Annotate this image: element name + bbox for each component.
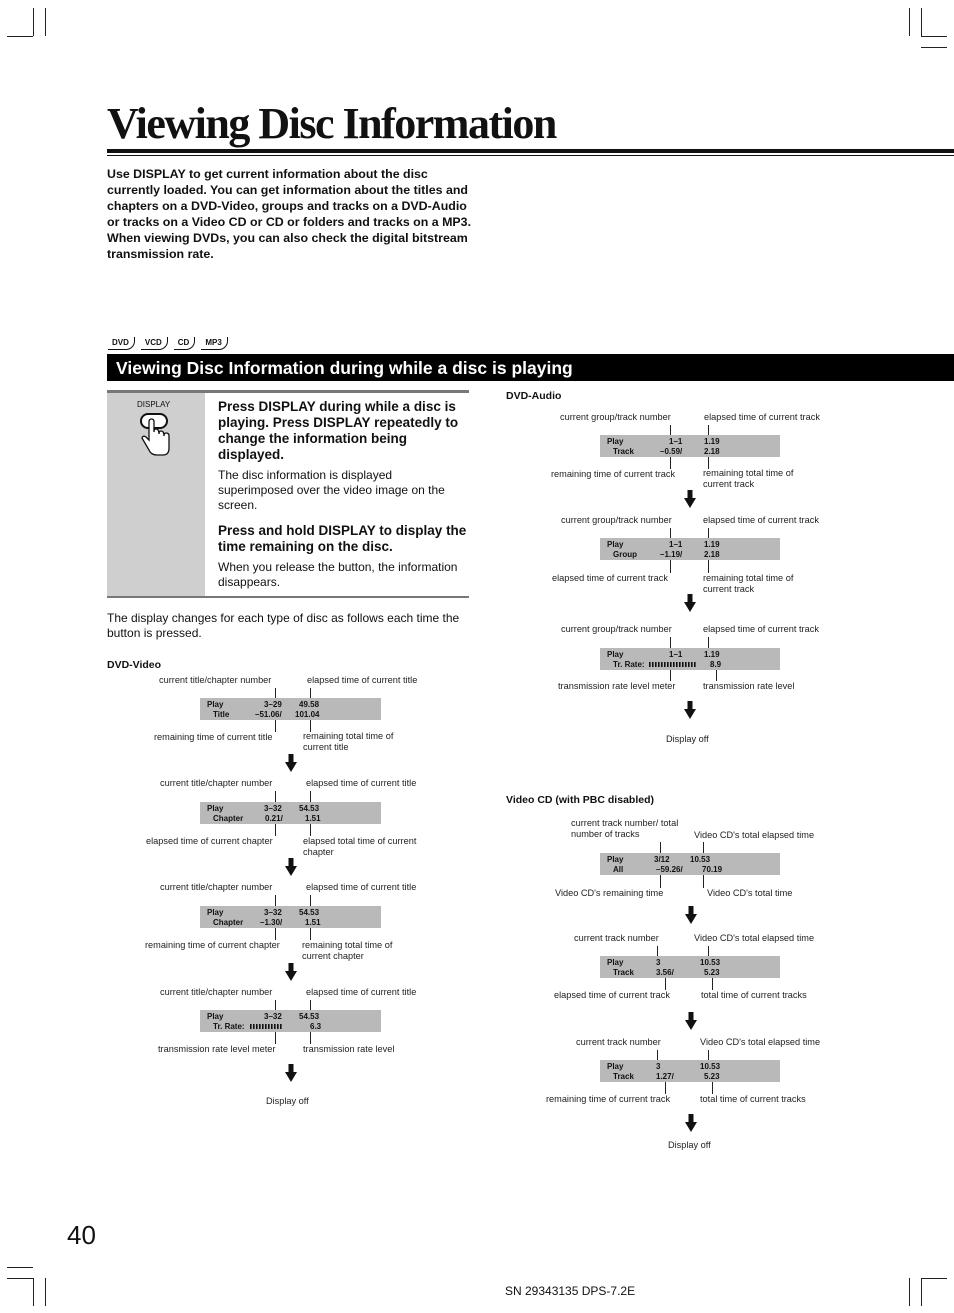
leader-line xyxy=(310,928,311,940)
osd-text: 1–1 xyxy=(669,437,683,446)
crop-mark xyxy=(7,1278,33,1279)
leader-line xyxy=(275,1000,276,1010)
osd-text: –59.26/ xyxy=(656,865,683,874)
note-text: The display changes for each type of disc as follows each time the button is pressed. xyxy=(107,611,460,640)
crop-mark xyxy=(33,8,34,36)
osd-text: 10.53 xyxy=(700,1062,721,1071)
osd-text: Group xyxy=(613,550,637,559)
page-title: Viewing Disc Information xyxy=(107,99,556,148)
label: current track number/ total number of tracks xyxy=(571,818,679,839)
osd-text: Chapter xyxy=(213,814,244,823)
osd-text: 2.18 xyxy=(704,447,720,456)
osd-screen xyxy=(600,648,780,670)
crop-mark xyxy=(45,8,46,36)
leader-line xyxy=(275,895,276,906)
down-arrow-icon xyxy=(285,1064,297,1082)
crop-mark xyxy=(909,1278,910,1306)
osd-text: Play xyxy=(607,437,624,446)
leader-line xyxy=(660,842,661,853)
leader-line xyxy=(275,1032,276,1044)
label: elapsed time of current title xyxy=(306,778,417,788)
display-off-label: Display off xyxy=(666,734,709,744)
osd-text: 1–1 xyxy=(669,650,683,659)
intro-text: Use DISPLAY to get current information about the disc currently loaded. You can get information about the titles and chapters on a DVD-Video, groups and tracks on a DVD-Audio or tracks on a Video CD or CD or folders and tracks on a MP3. When viewing DVDs, you can also check the digital bitstream transmission rate. xyxy=(107,167,472,261)
osd-text: Track xyxy=(613,1072,634,1081)
label: remaining time of current chapter xyxy=(145,940,280,950)
osd-text: Track xyxy=(613,447,634,456)
osd-text: 0.21/ xyxy=(265,814,283,823)
label: transmission rate level xyxy=(303,1044,395,1054)
rate-meter-icon xyxy=(250,1023,282,1030)
label: remaining time of current title xyxy=(154,732,273,742)
leader-line xyxy=(708,1050,709,1060)
leader-line xyxy=(708,946,709,956)
dvd-audio-heading: DVD-Audio xyxy=(506,390,562,402)
osd-text: 1.51 xyxy=(305,918,321,927)
osd-text: 49.58 xyxy=(299,700,320,709)
down-arrow-icon xyxy=(685,1012,697,1030)
osd-screen xyxy=(200,906,381,928)
crop-mark xyxy=(7,36,33,37)
osd-text: All xyxy=(613,865,624,874)
label: transmission rate level meter xyxy=(158,1044,276,1054)
badge-dvd: DVD xyxy=(108,337,135,350)
label: current title/chapter number xyxy=(159,675,272,685)
leader-line xyxy=(703,875,704,888)
osd-screen xyxy=(600,435,780,457)
osd-text: Track xyxy=(613,968,634,977)
down-arrow-icon xyxy=(685,906,697,924)
osd-text: 3–32 xyxy=(264,908,282,917)
badge-vcd: VCD xyxy=(141,337,168,350)
leader-line xyxy=(657,946,658,956)
instruction-sidebar xyxy=(107,393,205,596)
osd-text: 8.9 xyxy=(710,660,722,669)
crop-mark xyxy=(909,8,910,36)
label: transmission rate level meter xyxy=(558,681,676,691)
step2-heading: Press and hold DISPLAY to display the time remaining on the disc. xyxy=(218,523,467,554)
leader-line xyxy=(708,425,709,435)
osd-text: Chapter xyxy=(213,918,244,927)
label: Video CD's total time xyxy=(707,888,793,898)
down-arrow-icon xyxy=(285,858,297,876)
badge-mp3: MP3 xyxy=(201,337,227,350)
leader-line xyxy=(275,791,276,802)
osd-text: 3–29 xyxy=(264,700,282,709)
label: elapsed total time of current chapter xyxy=(303,836,417,857)
label: elapsed time of current title xyxy=(306,882,417,892)
leader-line xyxy=(670,528,671,538)
label: remaining total time of current track xyxy=(703,573,794,594)
osd-text: –51.06/ xyxy=(255,710,282,719)
leader-line xyxy=(703,842,704,853)
osd-text: Title xyxy=(213,710,230,719)
label: elapsed time of current chapter xyxy=(146,836,273,846)
label: transmission rate level xyxy=(703,681,795,691)
title-rule xyxy=(107,149,954,153)
osd-screen xyxy=(600,1060,780,1082)
osd-screen xyxy=(600,956,780,978)
leader-line xyxy=(310,791,311,802)
leader-line xyxy=(712,978,713,990)
instruction-text xyxy=(218,399,468,590)
osd-text: 1.27/ xyxy=(656,1072,674,1081)
leader-line xyxy=(310,1000,311,1010)
crop-mark xyxy=(7,1267,33,1268)
label: current title/chapter number xyxy=(160,987,273,997)
crop-mark xyxy=(45,1278,46,1306)
down-arrow-icon xyxy=(685,1114,697,1132)
osd-text: 5.23 xyxy=(704,968,720,977)
instruction-box xyxy=(107,390,469,598)
page-number: 40 xyxy=(67,1220,96,1250)
leader-line xyxy=(670,425,671,435)
osd-text: 54.53 xyxy=(299,804,320,813)
label: elapsed time of current title xyxy=(307,675,418,685)
osd-text: 101.04 xyxy=(295,710,320,719)
osd-text: –1.30/ xyxy=(260,918,283,927)
osd-text: 3–32 xyxy=(264,1012,282,1021)
rate-meter xyxy=(649,660,696,669)
display-button-label: DISPLAY xyxy=(137,400,171,409)
down-arrow-icon xyxy=(684,701,696,719)
osd-text: 2.18 xyxy=(704,550,720,559)
label: Video CD's total elapsed time xyxy=(694,933,815,943)
osd-text: 3–32 xyxy=(264,804,282,813)
rate-meter xyxy=(250,1022,282,1031)
leader-line xyxy=(665,978,666,990)
osd-text: 1.19 xyxy=(704,650,720,659)
label: elapsed time of current track xyxy=(704,412,820,422)
leader-line xyxy=(310,1032,311,1044)
osd-text: 1.19 xyxy=(704,540,720,549)
label: remaining time of current track xyxy=(546,1094,671,1104)
step1-text: The disc information is displayed superimposed over the video image on the screen. xyxy=(218,468,445,512)
label: elapsed time of current track xyxy=(552,573,668,583)
label: Video CD's total elapsed time xyxy=(694,830,815,840)
leader-line xyxy=(275,688,276,698)
label: total time of current tracks xyxy=(701,990,807,1000)
osd-screen xyxy=(200,698,381,720)
leader-line xyxy=(708,637,709,648)
crop-mark xyxy=(921,36,947,37)
crop-mark xyxy=(921,47,947,48)
leader-line xyxy=(275,824,276,836)
down-arrow-icon xyxy=(285,754,297,772)
leader-line xyxy=(310,688,311,698)
osd-text: Tr. Rate: xyxy=(213,1022,245,1031)
osd-text: Play xyxy=(207,1012,224,1021)
label: current track number xyxy=(574,933,659,943)
leader-line xyxy=(670,637,671,648)
label: current group/track number xyxy=(560,412,671,422)
disc-type-badges xyxy=(108,337,228,350)
label: elapsed time of current track xyxy=(554,990,670,1000)
osd-text: 5.23 xyxy=(704,1072,720,1081)
label: total time of current tracks xyxy=(700,1094,806,1104)
osd-screen xyxy=(200,802,381,824)
label: remaining total time of current title xyxy=(303,731,394,752)
section-title: Viewing Disc Information during while a disc is playing xyxy=(107,354,954,381)
label: remaining total time of current track xyxy=(703,468,794,489)
leader-line xyxy=(670,457,671,469)
crop-mark xyxy=(921,8,922,36)
osd-text: 70.19 xyxy=(702,865,723,874)
osd-text: 1.51 xyxy=(305,814,321,823)
label: Video CD's total elapsed time xyxy=(700,1037,821,1047)
label: current title/chapter number xyxy=(160,882,273,892)
display-off-label: Display off xyxy=(266,1096,309,1106)
osd-text: 3 xyxy=(656,958,661,967)
label: current group/track number xyxy=(561,515,672,525)
osd-text: Play xyxy=(207,908,224,917)
osd-text: Play xyxy=(607,958,624,967)
down-arrow-icon xyxy=(684,490,696,508)
osd-text: 1.19 xyxy=(704,437,720,446)
title-rule-thin xyxy=(107,155,954,156)
leader-line xyxy=(716,670,717,681)
osd-text: 54.53 xyxy=(299,908,320,917)
dvd-video-heading: DVD-Video xyxy=(107,659,162,671)
osd-text: Play xyxy=(207,700,224,709)
osd-text: Tr. Rate: xyxy=(613,660,645,669)
osd-text: 3.56/ xyxy=(656,968,674,977)
osd-text: 10.53 xyxy=(690,855,711,864)
label: current group/track number xyxy=(561,624,672,634)
label: elapsed time of current track xyxy=(703,624,819,634)
osd-text: –0.59/ xyxy=(660,447,683,456)
leader-line xyxy=(660,875,661,888)
label: remaining time of current track xyxy=(551,469,676,479)
label: Video CD's remaining time xyxy=(555,888,664,898)
osd-text: 1–1 xyxy=(669,540,683,549)
osd-text: Play xyxy=(607,650,624,659)
leader-line xyxy=(708,560,709,573)
crop-mark xyxy=(33,1278,34,1306)
step1-heading: Press DISPLAY during while a disc is playing. Press DISPLAY repeatedly to change the information being displayed. xyxy=(218,399,459,462)
osd-text: 3/12 xyxy=(654,855,670,864)
down-arrow-icon xyxy=(285,963,297,981)
label: remaining total time of current chapter xyxy=(302,940,393,961)
leader-line xyxy=(670,560,671,573)
leader-line xyxy=(665,1082,666,1094)
osd-text: 3 xyxy=(656,1062,661,1071)
video-cd-heading: Video CD (with PBC disabled) xyxy=(506,794,654,806)
osd-text: 54.53 xyxy=(299,1012,320,1021)
step2-text: When you release the button, the information disappears. xyxy=(218,560,458,589)
crop-mark xyxy=(921,1278,922,1306)
leader-line xyxy=(670,670,671,681)
label: current track number xyxy=(576,1037,661,1047)
crop-mark xyxy=(921,1278,947,1279)
label: current title/chapter number xyxy=(160,778,273,788)
down-arrow-icon xyxy=(684,594,696,612)
osd-screen xyxy=(600,538,780,560)
osd-text: Play xyxy=(607,855,624,864)
osd-text: 6.3 xyxy=(310,1022,322,1031)
osd-text: Play xyxy=(207,804,224,813)
leader-line xyxy=(708,528,709,538)
label: elapsed time of current title xyxy=(306,987,417,997)
osd-text: Play xyxy=(607,540,624,549)
leader-line xyxy=(275,720,276,732)
osd-text: –1.19/ xyxy=(660,550,683,559)
badge-cd: CD xyxy=(174,337,196,350)
leader-line xyxy=(310,824,311,836)
osd-screen xyxy=(200,1010,381,1032)
hand-press-icon xyxy=(135,410,177,460)
osd-text: Play xyxy=(607,1062,624,1071)
leader-line xyxy=(657,1050,658,1060)
display-off-label: Display off xyxy=(668,1140,711,1150)
rate-meter-icon xyxy=(649,661,696,668)
osd-text: 10.53 xyxy=(700,958,721,967)
leader-line xyxy=(310,895,311,906)
leader-line xyxy=(712,1082,713,1094)
footer-code: SN 29343135 DPS-7.2E xyxy=(505,1284,636,1298)
osd-screen xyxy=(600,853,780,875)
label: elapsed time of current track xyxy=(703,515,819,525)
leader-line xyxy=(275,928,276,940)
